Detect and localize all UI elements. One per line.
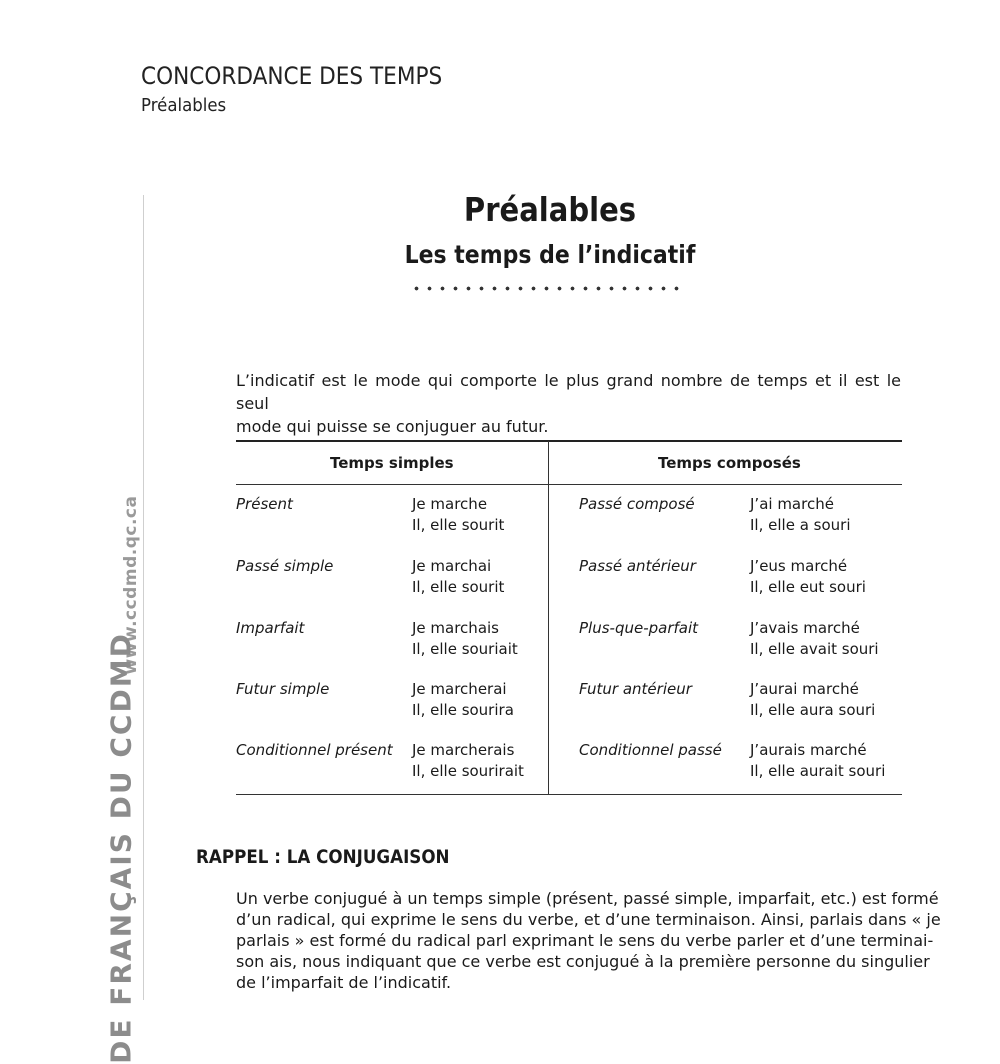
form-line: Il, elle sourira [412, 701, 514, 719]
paragraph-line: son ais, nous indiquant que ce verbe est conjugué à la première personne du singulier [236, 952, 930, 971]
form-line: Il, elle avait souri [750, 640, 879, 658]
conjugation-compose [750, 494, 850, 536]
form-line: Il, elle sourirait [412, 762, 524, 780]
tense-name-simple: Passé simple [236, 557, 334, 575]
page-title: Préalables [463, 190, 637, 229]
conjugation-compose [750, 679, 875, 721]
tense-name-compose: Passé composé [579, 495, 695, 513]
tense-name-simple: Présent [236, 495, 293, 513]
form-line: J’eus marché [750, 557, 848, 575]
paragraph-line: Un verbe conjugué à un temps simple (présent, passé simple, imparfait, etc.) est formé [236, 889, 939, 908]
tense-name-simple: Conditionnel présent [236, 741, 393, 759]
form-line: J’ai marché [750, 495, 834, 513]
conjugation-compose [750, 740, 885, 782]
form-line: Je marcherais [412, 741, 515, 759]
form-line: Il, elle sourit [412, 578, 505, 596]
sidebar-url: www.ccdmd.qc.ca [121, 495, 141, 675]
form-line: J’aurai marché [750, 680, 859, 698]
conjugation-simple [412, 740, 524, 782]
intro-paragraph [236, 369, 901, 438]
conjugation-simple [412, 556, 504, 598]
intro-line: L’indicatif est le mode qui comporte le plus grand nombre de temps et il est le seul [236, 371, 901, 413]
form-line: Il, elle aurait souri [750, 762, 886, 780]
section-paragraph [236, 888, 941, 993]
tense-name-compose: Conditionnel passé [579, 741, 722, 759]
section-heading: RAPPEL : LA CONJUGAISON [196, 846, 450, 868]
table-header-simple: Temps simples [330, 454, 454, 472]
sidebar-brand: DE FRANÇAIS DU CCDMD [104, 632, 138, 1064]
paragraph-line: parlais » est formé du radical parl exprimant le sens du verbe parler et d’une terminai- [236, 931, 934, 950]
table-top-rule [236, 440, 902, 442]
running-header-subtitle: Préalables [141, 95, 227, 116]
paragraph-line: d’un radical, qui exprime le sens du verbe, et d’une terminaison. Ainsi, parlais dans « je [236, 910, 941, 929]
form-line: Je marcherai [412, 680, 507, 698]
table-header-rule [236, 484, 902, 485]
conjugation-simple [412, 618, 518, 660]
conjugation-simple [412, 679, 514, 721]
conjugation-compose [750, 556, 866, 598]
table-header-compose: Temps composés [658, 454, 801, 472]
form-line: Il, elle souriait [412, 640, 518, 658]
conjugation-simple [412, 494, 504, 536]
tense-name-compose: Plus-que-parfait [579, 619, 699, 637]
form-line: Je marchai [412, 557, 492, 575]
dotted-divider [410, 286, 687, 291]
form-line: J’aurais marché [750, 741, 867, 759]
paragraph-line: de l’imparfait de l’indicatif. [236, 973, 452, 992]
table-column-divider [548, 441, 549, 794]
tense-name-compose: Passé antérieur [579, 557, 696, 575]
table-bottom-rule [236, 794, 902, 795]
form-line: Je marchais [412, 619, 499, 637]
conjugation-compose [750, 618, 879, 660]
form-line: Il, elle a souri [750, 516, 851, 534]
intro-line: mode qui puisse se conjuguer au futur. [236, 417, 549, 436]
tense-name-simple: Imparfait [236, 619, 305, 637]
tense-name-compose: Futur antérieur [579, 680, 692, 698]
form-line: Je marche [412, 495, 488, 513]
form-line: J’avais marché [750, 619, 860, 637]
form-line: Il, elle sourit [412, 516, 505, 534]
form-line: Il, elle aura souri [750, 701, 876, 719]
tense-name-simple: Futur simple [236, 680, 330, 698]
margin-rule [143, 195, 144, 1000]
page-subtitle: Les temps de l’indicatif [404, 240, 696, 269]
running-header-title: CONCORDANCE DES TEMPS [141, 62, 443, 90]
form-line: Il, elle eut souri [750, 578, 866, 596]
